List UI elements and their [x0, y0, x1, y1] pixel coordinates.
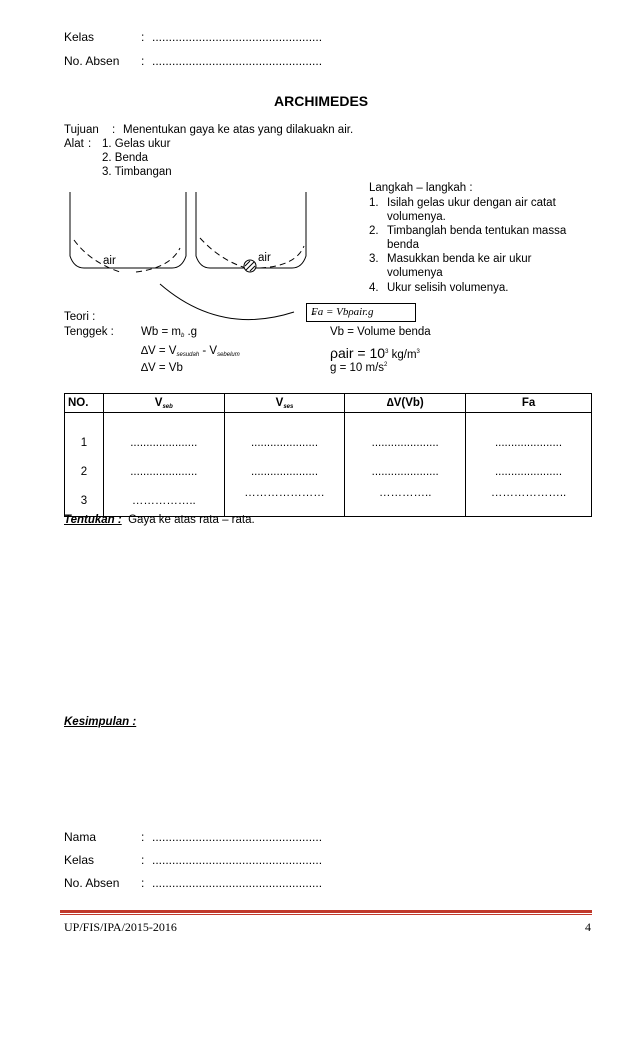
tentukan-label: Tentukan :	[64, 514, 122, 526]
kelas-field: ...................................................	[152, 30, 323, 44]
langkah-num: 2.	[369, 225, 379, 237]
data-table	[64, 393, 592, 517]
table-cell: .....................	[130, 466, 198, 478]
no-column	[65, 413, 104, 517]
kelas-colon-bottom: :	[141, 853, 145, 867]
absen-field: ...................................................	[152, 54, 323, 68]
header-vseb: $V_{seb}$	[103, 394, 224, 413]
nama-field: ...................................................	[152, 830, 323, 844]
beaker-figure	[60, 186, 320, 326]
langkah-text: Masukkan benda ke air ukur	[387, 253, 532, 265]
footer-rule	[60, 910, 592, 913]
langkah-text: Isilah gelas ukur dengan air catat	[387, 197, 556, 209]
buoyancy-formula-box: Fa = Vbρair.g	[306, 303, 416, 322]
absen-label-bottom: No. Absen	[64, 876, 120, 890]
nama-label: Nama	[64, 830, 97, 844]
alat-item: 3. Timbangan	[102, 166, 172, 178]
alat-colon: :	[88, 138, 92, 150]
fa-column	[466, 413, 592, 517]
table-cell: .....................	[130, 437, 198, 449]
langkah-text: volumenya	[387, 267, 443, 279]
rho-definition: $\rho air = 10^3$ $kg/m^3$	[330, 345, 420, 361]
weight-formula: $Wb = m_b$ .g	[141, 326, 198, 339]
tenggek-label: Tenggek :	[64, 326, 114, 338]
table-cell: ………………..	[490, 487, 567, 499]
tentukan-text: Gaya ke atas rata – rata.	[128, 514, 255, 526]
kelas-field-bottom: ...................................................	[152, 853, 323, 867]
delta-v-vb: ∆V = Vb	[141, 362, 183, 374]
langkah-text: volumenya.	[387, 211, 446, 223]
kesimpulan-label: Kesimpulan :	[64, 716, 137, 728]
langkah-num: 1.	[369, 197, 379, 209]
table-cell: .....................	[250, 466, 319, 478]
tujuan-colon: :	[112, 124, 116, 136]
header-delta-v: ∆V(Vb)	[345, 394, 466, 413]
footer-rule-thin	[60, 914, 592, 915]
delta-v-column	[345, 413, 466, 517]
table-cell: .....................	[371, 466, 439, 478]
tujuan-label: Tujuan	[64, 124, 99, 136]
table-row-no: 1	[80, 437, 88, 449]
langkah-num: 3.	[369, 253, 379, 265]
vseb-column	[103, 413, 224, 517]
table-row-no: 3	[80, 495, 88, 507]
vb-definition: Vb = Volume benda	[330, 326, 431, 338]
table-header-row	[65, 394, 592, 413]
kelas-label: Kelas	[64, 30, 95, 44]
absen-field-bottom: ...................................................	[152, 876, 323, 890]
alat-item: 1. Gelas ukur	[102, 138, 171, 150]
air-label-right: air	[258, 252, 271, 264]
header-fa: Fa	[466, 394, 592, 413]
page-number: 4	[585, 920, 591, 934]
langkah-text: Ukur selisih volumenya.	[387, 282, 509, 294]
delta-v-formula: $\Delta V = V_{sesudah} - V_{sebelum}$	[141, 345, 240, 358]
vses-column	[224, 413, 345, 517]
teori-label: Teori :	[64, 311, 96, 323]
table-cell: .....................	[494, 437, 563, 449]
absen-label: No. Absen	[64, 54, 120, 68]
table-cell: ……………..	[131, 495, 196, 507]
absen-colon-bottom: :	[141, 876, 145, 890]
langkah-num: 4.	[369, 282, 379, 294]
table-cell: …………………	[244, 487, 325, 499]
langkah-text: benda	[387, 239, 419, 251]
langkah-text: Timbanglah benda tentukan massa	[387, 225, 567, 237]
g-definition: g = 10 $m/s^2$	[330, 362, 388, 374]
langkah-title: Langkah – langkah :	[369, 182, 473, 194]
table-body	[65, 413, 592, 517]
kelas-colon: :	[141, 30, 145, 44]
table-row-no: 2	[80, 466, 88, 478]
alat-label: Alat	[64, 138, 84, 150]
footer-code: UP/FIS/IPA/2015-2016	[64, 920, 177, 934]
table-cell: .....................	[494, 466, 563, 478]
table-cell: .....................	[371, 437, 439, 449]
tentukan-row	[64, 514, 255, 526]
header-no: NO.	[65, 394, 104, 413]
air-label-left: air	[103, 255, 116, 267]
table-cell: .....................	[250, 437, 319, 449]
nama-colon: :	[141, 830, 145, 844]
alat-item: 2. Benda	[102, 152, 149, 164]
absen-colon: :	[141, 54, 145, 68]
page-title: ARCHIMEDES	[274, 93, 369, 109]
tujuan-text: Menentukan gaya ke atas yang dilakuakn air.	[123, 124, 354, 136]
table-cell: …………..	[379, 487, 432, 499]
header-vses: $V_{ses}$	[224, 394, 345, 413]
kelas-label-bottom: Kelas	[64, 853, 95, 867]
